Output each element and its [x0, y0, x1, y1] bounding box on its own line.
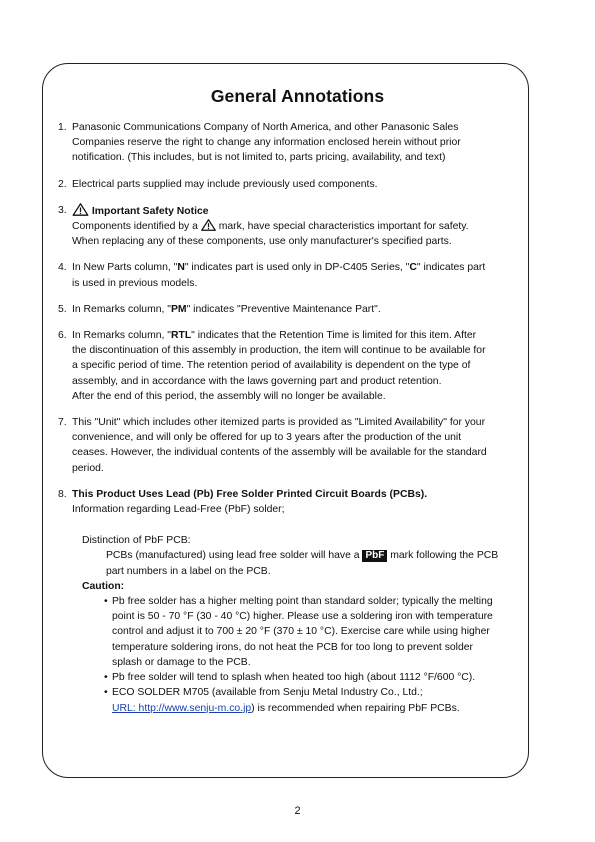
bullet-text: Pb free solder will tend to splash when heated too high (about 1112 °F/600 °C). — [112, 672, 476, 684]
item-text: In Remarks column, " — [72, 303, 171, 315]
item-text: " indicates "Preventive Maintenance Part". — [186, 303, 381, 315]
warning-triangle-icon — [201, 219, 216, 231]
item-number: 1. — [58, 122, 67, 133]
bullet-text: ) is recommended when repairing PbF PCBs. — [251, 702, 460, 714]
item-text: Electrical parts supplied may include previously used components. — [72, 178, 378, 190]
bullet-text: splash or damage to the PCB. — [112, 656, 251, 668]
bullet-text: Pb free solder has a higher melting point than standard solder; typically the melting — [112, 596, 493, 608]
list-item — [58, 260, 520, 290]
item-number: 5. — [58, 303, 67, 315]
item-text: ceases. However, the individual contents of the assembly will be available for the standard — [72, 447, 487, 459]
senju-url-link[interactable]: URL: http://www.senju-m.co.jp — [112, 702, 252, 714]
item-text: part numbers in a label on the PCB. — [106, 565, 271, 577]
list-item — [58, 328, 520, 404]
item-text: the discontinuation of this assembly in production, the item will continue to be available for — [72, 345, 486, 357]
page-title: General Annotations — [210, 86, 385, 106]
item-text: " indicates part is used only in DP-C405 Series, " — [184, 262, 410, 274]
item-text: notification. (This includes, but is not limited to, parts pricing, availability, and text) — [72, 152, 446, 164]
bullet-text: temperature soldering irons, do not heat the PCB for too long to prevent solder — [112, 641, 473, 653]
item-text: When replacing any of these components, use only manufacturer's specified parts. — [72, 236, 452, 248]
item-text: After the end of this period, the assembly will no longer be available. — [72, 390, 386, 402]
lead-free-heading: This Product Uses Lead (Pb) Free Solder Printed Circuit Boards (PCBs). — [72, 488, 428, 500]
item-text: In New Parts column, " — [72, 262, 178, 274]
caution-bullet: • Pb free solder has a higher melting point than standard solder; typically the melting point is 50 - 70 °F (30 - 40 °C) higher. Please use a soldering iron with temperature control and adjust it to 700 ± 20 °F (370 ± 10 °C). Exercise care while using higher temperature soldering irons, do not heat the PCB for too long to prevent solder splash or damage to the PCB. — [104, 594, 520, 670]
item-number: 3. — [58, 204, 67, 216]
annotations-list — [58, 120, 520, 727]
item-text: assembly, and in accordance with the laws governing part and product retention. — [72, 375, 442, 387]
item-number: 7. — [58, 417, 67, 429]
item-text: a specific period of time. The retention period of availability is dependent on the type of — [72, 360, 471, 372]
code-rtl: RTL — [170, 330, 192, 342]
item-text: Components identified by a — [72, 221, 198, 233]
item-text: is used in previous models. — [72, 277, 198, 289]
item-number: 2. — [58, 178, 67, 190]
item-text: Panasonic Communications Company of North America, and other Panasonic Sales — [72, 122, 459, 133]
item-number: 4. — [58, 262, 67, 274]
list-item — [58, 177, 520, 192]
caution-bullet: • Pb free solder will tend to splash when heated too high (about 1112 °F/600 °C). — [104, 670, 520, 685]
item-text: In Remarks column, " — [72, 330, 171, 342]
caution-bullet: • ECO SOLDER M705 (available from Senju Metal Industry Co., Ltd.; URL: http://www.senju-m.co.jp) is recommended when repairing PbF PCBs. — [104, 687, 460, 714]
item-number: 8. — [58, 488, 67, 500]
warning-triangle-icon — [72, 203, 89, 216]
item-text: This "Unit" which includes other itemized parts is provided as "Limited Availability" for your — [72, 417, 486, 429]
pbf-mark-badge: PbF — [362, 550, 387, 562]
code-pm: PM — [170, 303, 187, 315]
page-number: 2 — [294, 805, 301, 817]
item-number: 6. — [58, 330, 67, 342]
safety-notice-heading: Important Safety Notice — [91, 205, 209, 217]
bullet-text: control and adjust it to 700 ± 20 °F (370 ± 10 °C). Exercise care while using higher — [112, 626, 490, 638]
item-text: PCBs (manufactured) using lead free solder will have a — [106, 550, 360, 562]
list-item — [58, 120, 520, 166]
item-text: " indicates part — [416, 262, 486, 274]
caution-heading: Caution: — [82, 580, 125, 592]
code-n: N — [177, 262, 185, 274]
list-item — [58, 302, 520, 317]
bullet-text: ECO SOLDER M705 (available from Senju Metal Industry Co., Ltd.; — [112, 687, 423, 699]
item-text: " indicates that the Retention Time is limited for this item. After — [191, 330, 477, 342]
list-item — [58, 415, 520, 476]
item-text: Companies reserve the right to change any information enclosed herein without prior — [72, 137, 461, 149]
bullet-text: point is 50 - 70 °F (30 - 40 °C) higher. Please use a soldering iron with temperature — [112, 611, 493, 623]
list-item — [58, 487, 520, 716]
item-text: convenience, and will only be offered for up to 3 years after the production of the unit — [72, 432, 462, 444]
code-c: C — [409, 262, 417, 274]
item-text: period. — [72, 462, 104, 474]
item-text: mark, have special characteristics important for safety. — [218, 221, 469, 233]
list-item — [58, 203, 520, 250]
item-text: mark following the PCB — [390, 550, 499, 562]
distinction-heading: Distinction of PbF PCB: — [82, 535, 191, 547]
item-text: Information regarding Lead-Free (PbF) solder; — [72, 504, 285, 516]
